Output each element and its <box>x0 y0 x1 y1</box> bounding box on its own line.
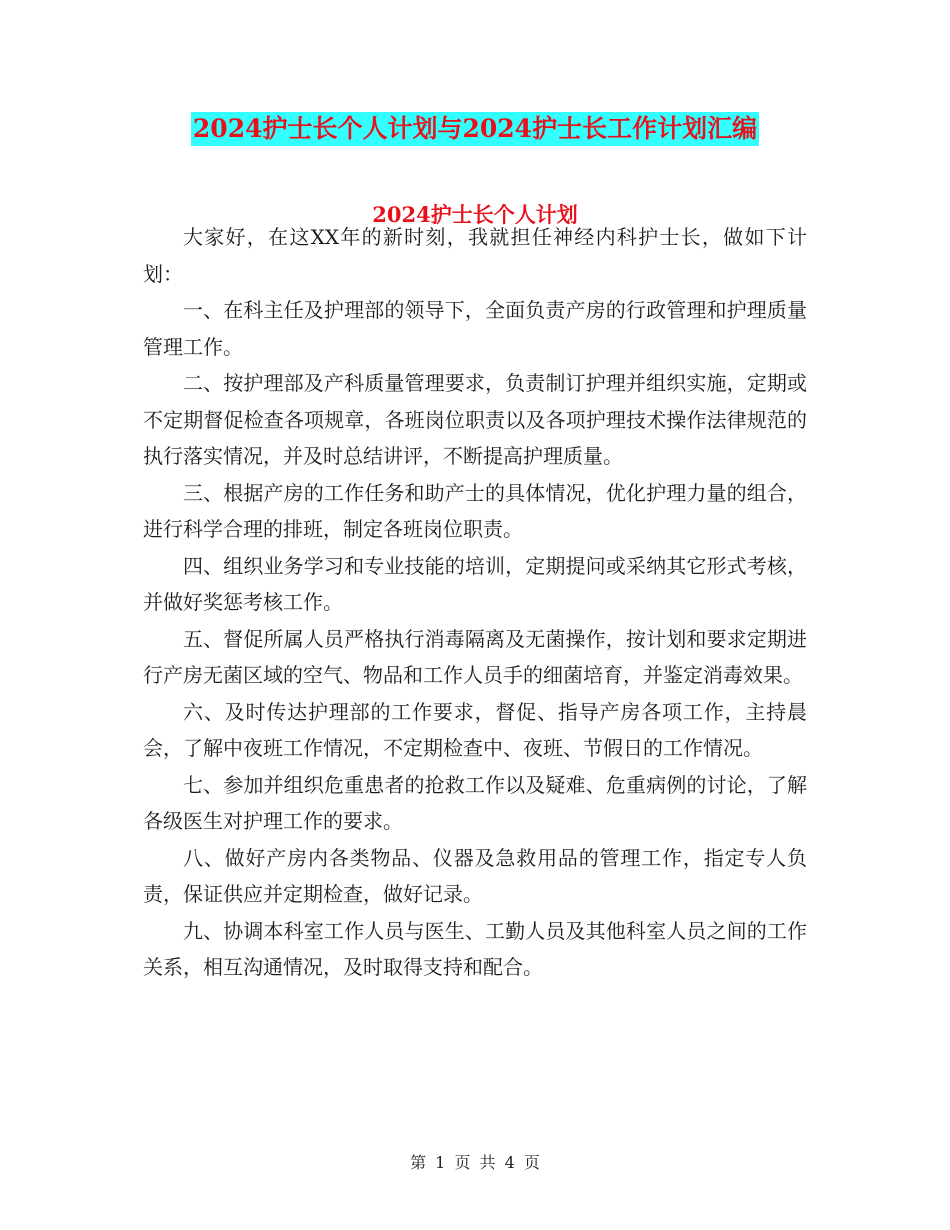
section-title: 2024护士长个人计划 <box>372 202 578 227</box>
main-title-container <box>0 112 950 146</box>
page-footer: 第 1 页 共 4 页 <box>410 1153 540 1172</box>
paragraph-intro: 大家好，在这XX年的新时刻，我就担任神经内科护士长，做如下计划： <box>143 225 807 286</box>
paragraph-item-3: 三、根据产房的工作任务和助产士的具体情况，优化护理力量的组合，进行科学合理的排班，制定各班岗位职责。 <box>143 480 807 541</box>
body-text <box>143 219 807 986</box>
paragraph-item-9: 九、协调本科室工作人员与医生、工勤人员及其他科室人员之间的工作关系，相互沟通情况，及时取得支持和配合。 <box>143 918 807 979</box>
paragraph-item-6: 六、及时传达护理部的工作要求，督促、指导产房各项工作，主持晨会，了解中夜班工作情况，不定期检查中、夜班、节假日的工作情况。 <box>143 699 807 760</box>
paragraph-item-4: 四、组织业务学习和专业技能的培训，定期提问或采纳其它形式考核，并做好奖惩考核工作。 <box>143 553 807 614</box>
main-title: 2024护士长个人计划与2024护士长工作计划汇编 <box>191 112 759 146</box>
paragraph-item-5: 五、督促所属人员严格执行消毒隔离及无菌操作，按计划和要求定期进行产房无菌区域的空气、物品和工作人员手的细菌培育，并鉴定消毒效果。 <box>143 626 807 687</box>
paragraph-item-8: 八、做好产房内各类物品、仪器及急救用品的管理工作，指定专人负责，保证供应并定期检查，做好记录。 <box>143 845 807 906</box>
paragraph-item-7: 七、参加并组织危重患者的抢救工作以及疑难、危重病例的讨论，了解各级医生对护理工作的要求。 <box>143 772 807 833</box>
paragraph-item-2: 二、按护理部及产科质量管理要求，负责制订护理并组织实施，定期或不定期督促检查各项规章，各班岗位职责以及各项护理技术操作法律规范的执行落实情况，并及时总结讲评，不断提高护理质量。 <box>143 371 807 468</box>
paragraph-item-1: 一、在科主任及护理部的领导下，全面负责产房的行政管理和护理质量管理工作。 <box>143 298 807 359</box>
